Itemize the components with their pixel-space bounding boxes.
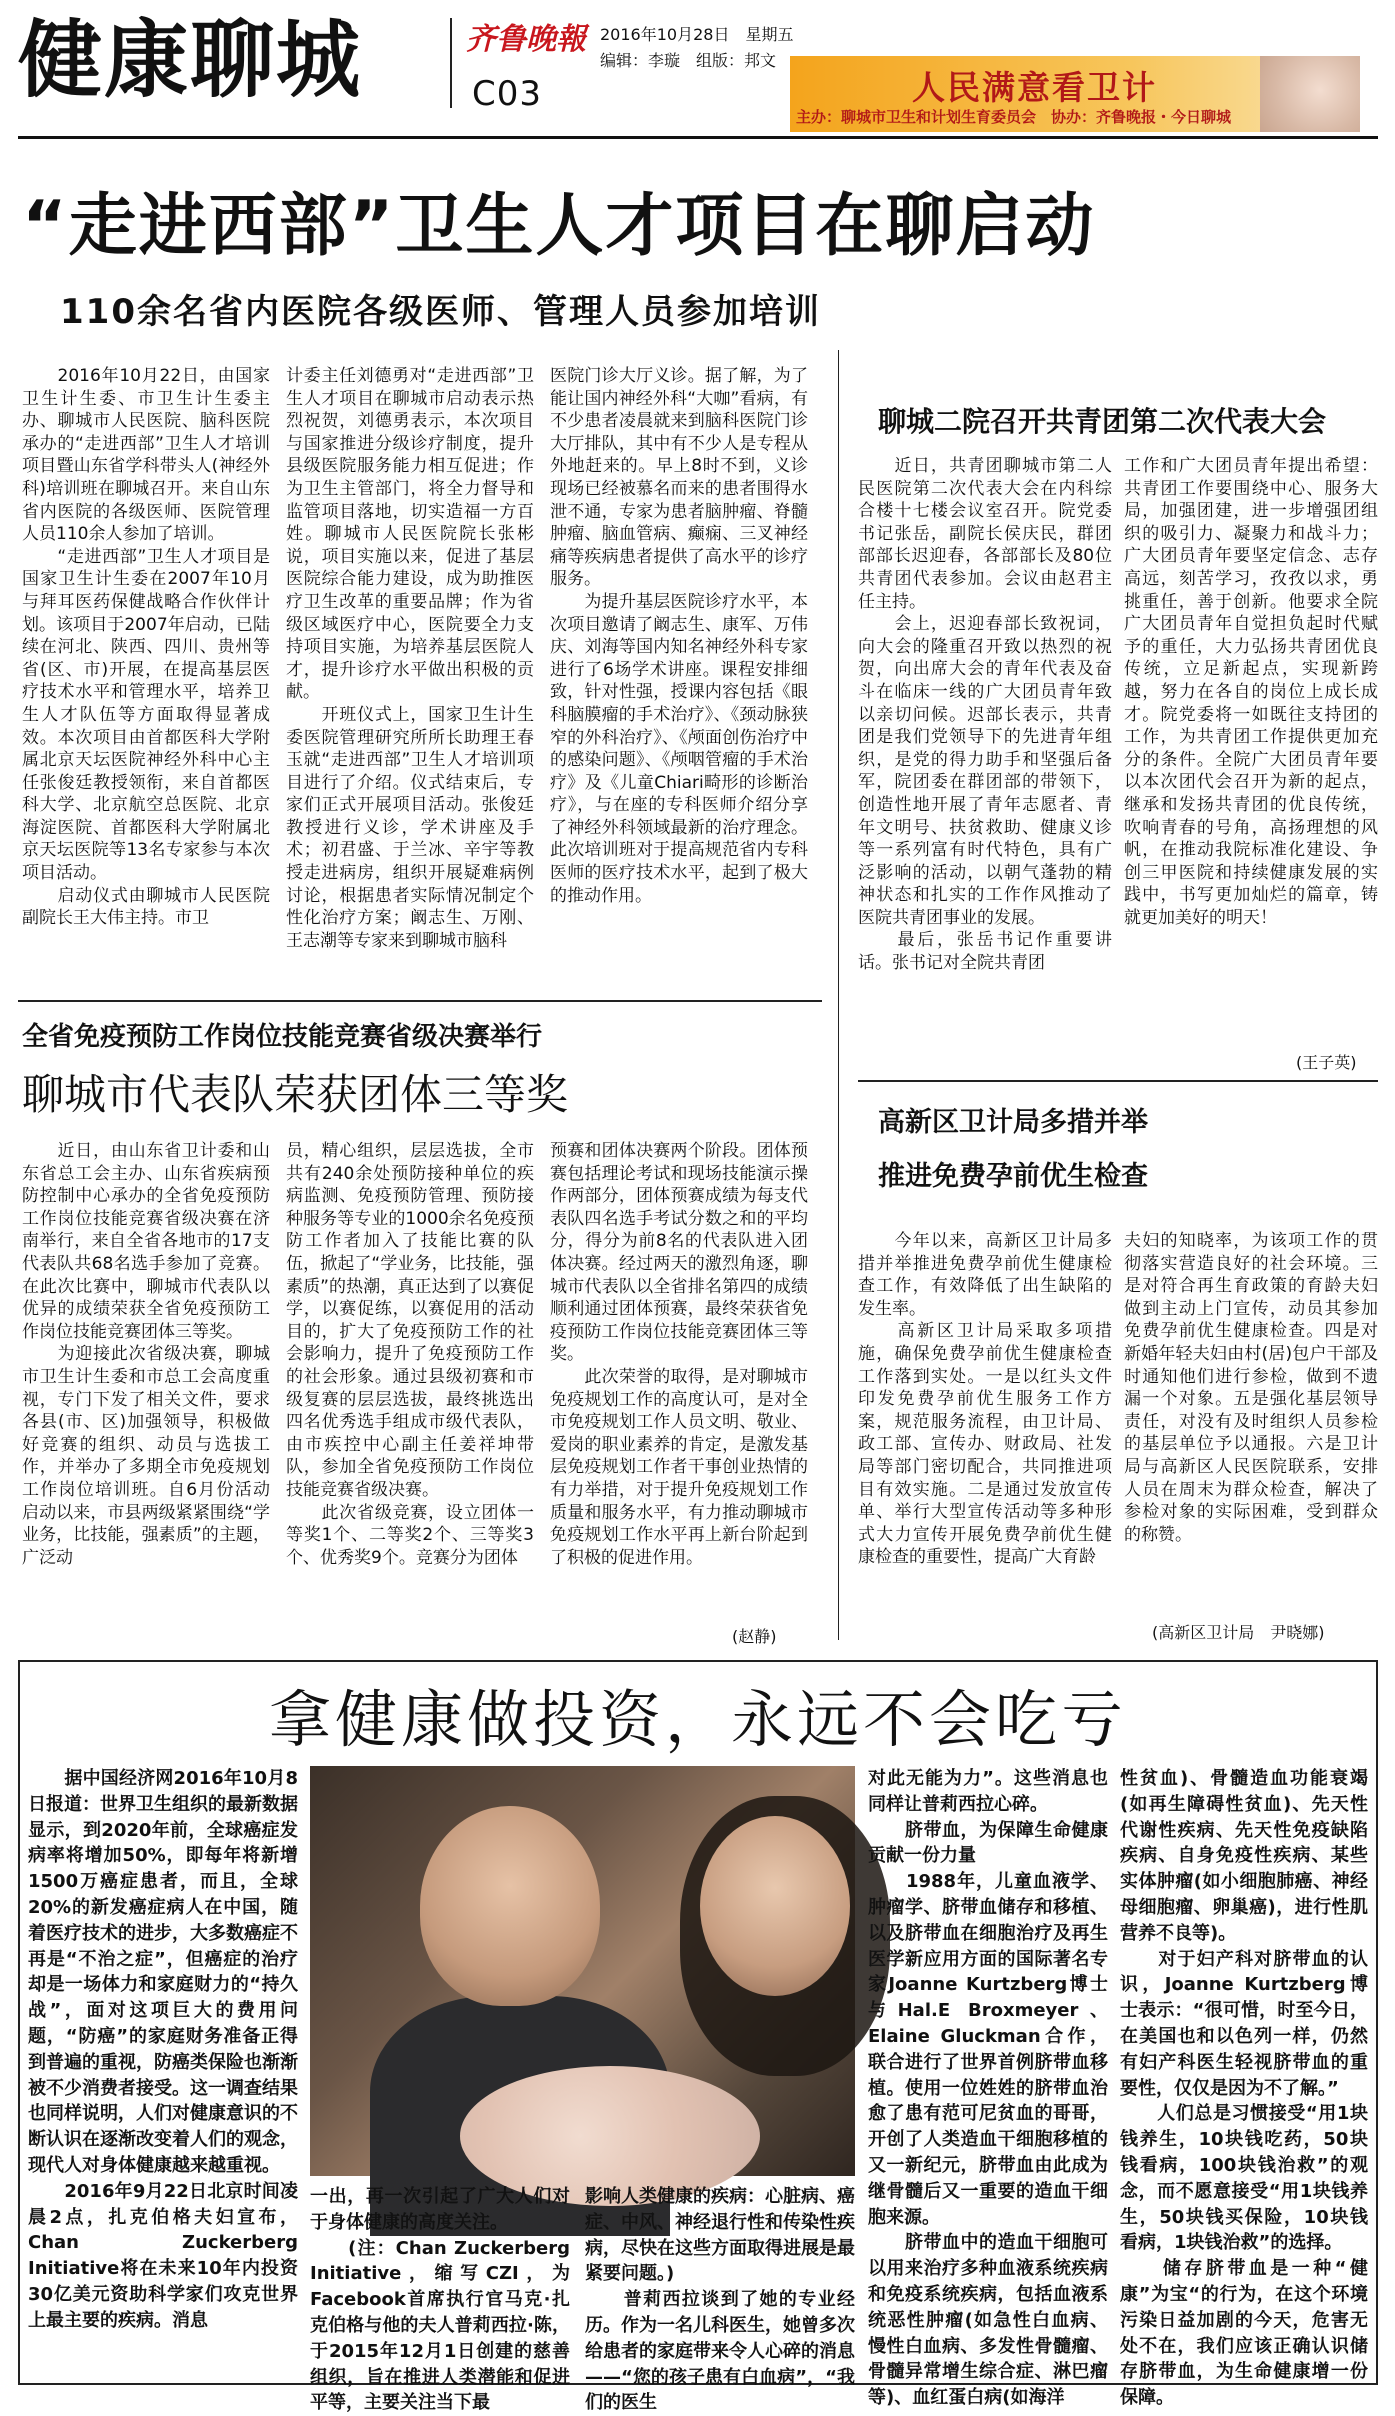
sponsor-banner — [790, 56, 1360, 132]
feature-column-2: 一出，再一次引起了广大人们对于身体健康的高度关注。 (注：Chan Zuckerberg Initiative，缩写CZI，为Facebook首席执行官马克·扎克伯格与他的夫人普莉西拉·陈，于2015年12月1日创建的慈善组织，旨在推进人类潜能和促进平等，主要关注当下最 — [310, 2186, 570, 2414]
lead-subhead: 110余名省内医院各级医师、管理人员参加培训 — [60, 292, 821, 332]
story3-column-1: 近日，由山东省卫计委和山东省总工会主办、山东省疾病预防控制中心承办的全省免疫预防工作岗位技能竞赛省级决赛在济南举行，来自全省各地市的17支代表队共68名选手参加了竞赛。在此次比赛中，聊城市代表队以优异的成绩荣获全省免疫预防工作岗位技能竞赛团体三等奖。 为迎接此次省级决赛，聊城市卫生计生委和市总工会高度重视，专门下发了相关文件，要求各县(市、区)加强领导，积极做好竞赛的组织、动员与选拔工作，并举办了多期全市免疫规划工作岗位培训班。自6月份活动启动以来，市县两级紧紧围绕“学业务，比技能，强素质”的主题，广泛动 — [22, 1141, 270, 1568]
story4-headline-line2: 推进免费孕前优生检查 — [878, 1161, 1148, 1192]
lead-column-3: 医院门诊大厅义诊。据了解，为了能让国内神经外科“大咖”看病，有不少患者凌晨就来到脑科医院门诊大厅排队，其中有不少人是专程从外地赶来的。早上8时不到，义诊现场已经被慕名而来的患者围得水泄不通，专家为患者脑肿瘤、脊髓肿瘤、脑血管病、癫痫、三叉神经痛等疾病患者提供了高水平的诊疗服务。 为提升基层医院诊疗水平，本次项目邀请了阚志生、康军、万伟庆、刘海等国内知名神经外科专家进行了6场学术讲座。课程安排细致，针对性强，授课内容包括《眼科脑膜瘤的手术治疗》、《颈动脉狭窄的外科治疗》、《颅面创伤治疗中的感染问题》、《颅咽管瘤的手术治疗》及《儿童Chiari畸形的诊断治疗》，与在座的专科医师介绍分享了神经外科领域最新的治疗理念。此次培训班对于提高规范省内专科医师的医疗技术水平，起到了极大的推动作用。 — [550, 366, 808, 906]
publication-date: 2016年10月28日 星期五 — [600, 25, 794, 44]
story2-byline: (王子英) — [1296, 1053, 1357, 1072]
editors-line: 编辑：李璇 组版：邦文 — [600, 51, 777, 70]
story2-headline: 聊城二院召开共青团第二次代表大会 — [878, 405, 1327, 438]
story4-byline: (高新区卫计局 尹晓娜) — [1152, 1623, 1325, 1642]
story3-column-2: 员，精心组织，层层选拔，全市共有240余处预防接种单位的疾病监测、免疫预防管理、预防接种服务等专业的1000余名免疫预防工作者加入了技能比赛的队伍，掀起了“学业务，比技能，强素质”的热潮，真正达到了以赛促学，以赛促练，以赛促用的活动目的，扩大了免疫预防工作的社会影响力，提升了免疫预防工作的社会形象。通过县级初赛和市级复赛的层层选拔，最终挑选出四名优秀选手组成市级代表队，由市疾控中心副主任姜祥坤带队，参加全省免疫预防工作岗位技能竞赛省级决赛。 此次省级竞赛，设立团体一等奖1个、二等奖2个、三等奖3个、优秀奖9个。竞赛分为团体 — [286, 1141, 534, 1568]
feature-column-5: 性贫血)、骨髓造血功能衰竭(如再生障碍性贫血)、先天性代谢性疾病、先天性免疫缺陷疾病、自身免疫性疾病、某些实体肿瘤(如小细胞肺癌、神经母细胞瘤、卵巢癌)，进行性肌营养不良等)。 对于妇产科对脐带血的认识，Joanne Kurtzberg博士表示：“很可惜，时至今日，在美国也和以色列一样，仍然有妇产科医生轻视脐带血的重要性，仅仅是因为不了解。” 人们总是习惯接受“用1块钱养生，10块钱吃药，50块钱看病，100块钱治救”的观念，而不愿意接受“用1块钱养生，50块钱买保险，10块钱看病，1块钱治救”的选择。 储存脐带血是一种“健康”为宝“的行为，在这个环境污染日益加剧的今天，危害无处不在，我们应该正确认识储存脐带血，为生命健康增一份保障。 — [1120, 1768, 1368, 2409]
story3-byline: (赵静) — [732, 1627, 777, 1646]
paper-logo: 齐鲁晚報 — [466, 22, 586, 57]
story3-kicker: 全省免疫预防工作岗位技能竞赛省级决赛举行 — [22, 1022, 543, 1052]
page-code: C03 — [472, 74, 543, 114]
feature-box — [18, 1660, 1378, 2414]
lead-column-1: 2016年10月22日，由国家卫生计生委、市卫生计生委主办、聊城市人民医院、脑科医院承办的“走进西部”卫生人才培训项目暨山东省学科带头人(神经外科)培训班在聊城召开。来自山东省内医院的各级医师、医院管理人员110余人参加了培训。 “走进西部”卫生人才项目是国家卫生计生委在2007年10月与拜耳医药保健战略合作伙伴计划。该项目于2007年启动，已陆续在河北、陕西、四川、贵州等省(区、市)开展，在提高基层医疗技术水平和管理水平，培养卫生人才队伍等方面取得显著成效。本次项目由首都医科大学附属北京天坛医院神经外科中心主任张俊廷教授领衔，来自首都医科大学、北京航空总医院、北京海淀医院、首都医科大学附属北京天坛医院等13名专家参与本次项目活动。 启动仪式由聊城市人民医院副院长王大伟主持。市卫 — [22, 366, 270, 929]
feature-column-4: 对此无能为力”。这些消息也同样让普莉西拉心碎。 脐带血，为保障生命健康贡献一份力量 1988年，儿童血液学、肿瘤学、脐带血储存和移植、以及脐带血在细胞治疗及再生医学新应用方面的国际著名专家Joanne Kurtzberg博士与Hal.E Broxmeyer、Elaine Gluckman合作，联合进行了世界首例脐带血移植。使用一位姓姓的脐带血治愈了患有范可尼贫血的哥哥，开创了人类造血干细胞移植的又一新纪元，脐带血由此成为继骨髓后又一重要的造血干细胞来源。 脐带血中的造血干细胞可以用来治疗多种血液系统疾病和免疫系统疾病，包括血液系统恶性肿瘤(如急性白血病、慢性白血病、多发性骨髓瘤、骨髓异常增生综合症、淋巴瘤等)、血红蛋白病(如海洋 — [868, 1768, 1108, 2409]
story2-column-2: 工作和广大团员青年提出希望：共青团工作要围绕中心、服务大局，加强团建，进一步增强团组织的吸引力、凝聚力和战斗力；广大团员青年要坚定信念、志存高远，刻苦学习，孜孜以求，勇挑重任，善于创新。他要求全院广大团员青年自觉担负起时代赋予的重任，大力弘扬共青团优良传统，立足新起点，实现新跨越，努力在各自的岗位上成长成才。院党委将一如既往支持团的工作，为共青团工作提供更加充分的条件。全院广大团员青年要以本次团代会召开为新的起点，继承和发扬共青团的优良传统，吹响青春的号角，高扬理想的风帆，在推动我院标准化建设、争创三甲医院和持续健康发展的实践中，书写更加灿烂的篇章，铸就更加美好的明天！ — [1124, 456, 1378, 928]
story3-column-3: 预赛和团体决赛两个阶段。团体预赛包括理论考试和现场技能演示操作两部分，团体预赛成绩为每支代表队四名选手考试分数之和的平均分，得分为前8名的代表队进入团体决赛。经过两天的激烈角逐，聊城市代表队以全省排名第四的成绩顺利通过团体预赛，最终荣获省免疫预防工作岗位技能竞赛团体三等奖。 此次荣誉的取得，是对聊城市免疫规划工作的高度认可，是对全市免疫规划工作人员文明、敬业、爱岗的职业素养的肯定，是激发基层免疫规划工作者干事创业热情的有力举措，对于提升免疫规划工作质量和服务水平，有力推动聊城市免疫规划工作水平再上新台阶起到了积极的促进作用。 — [550, 1141, 808, 1568]
story3-headline: 聊城市代表队荣获团体三等奖 — [22, 1070, 569, 1119]
story4-column-1: 今年以来，高新区卫计局多措并举推进免费孕前优生健康检查工作，有效降低了出生缺陷的发生率。 高新区卫计局采取多项措施，确保免费孕前优生健康检查工作落到实处。一是以红头文件印发免费孕前优生服务工作方案，规范服务流程，由卫计局、政工部、宣传办、财政局、社发局等部门密切配合，共同推进项目有效实施。二是通过发放宣传单、举行大型宣传活动等多种形式大力宣传开展免费孕前优生健康检查的重要性，提高广大育龄 — [858, 1231, 1112, 1568]
lead-headline: “走进西部”卫生人才项目在聊启动 — [22, 187, 1096, 266]
story4-column-2: 夫妇的知晓率，为该项工作的贯彻落实营造良好的社会环境。三是对符合再生育政策的育龄夫妇做到主动上门宣传，动员其参加免费孕前优生健康检查。四是对新婚年轻夫妇由村(居)包户干部及时通知他们进行参检，做到不遗漏一个对象。五是强化基层领导责任，对没有及时组织人员参检的基层单位予以通报。六是卫计局与高新区人民医院联系，安排人员在周末为群众检查，解决了参检对象的实际困难，受到群众的称赞。 — [1124, 1231, 1378, 1545]
feature-headline: 拿健康做投资，永远不会吃亏 — [268, 1683, 1127, 1756]
banner-sponsors: 主办：聊城市卫生和计划生育委员会 协办：齐鲁晚报・今日聊城 — [796, 108, 1232, 126]
masthead — [18, 11, 1378, 126]
masthead-rule — [18, 136, 1378, 139]
section-name: 健康聊城 — [18, 11, 363, 109]
lead-column-2: 计委主任刘德勇对“走进西部”卫生人才项目在聊城市启动表示热烈祝贺，刘德勇表示，本次项目与国家推进分级诊疗制度，提升县级医院服务能力相互促进；作为卫生主管部门，将全力督导和监管项目落地，切实造福一方百姓。聊城市人民医院院长张彬说，项目实施以来，促进了基层医院综合能力建设，成为助推医疗卫生改革的重要品牌；作为省级区域医疗中心，医院要全力支持项目实施，为培养基层医院人才，提升诊疗水平做出积极的贡献。 开班仪式上，国家卫生计生委医院管理研究所所长助理王春玉就“走进西部”卫生人才培训项目进行了介绍。仪式结束后，专家们正式开展项目活动。张俊廷教授进行义诊，学术讲座及手术；初君盛、于兰冰、辛宇等教授走进病房，组织开展疑难病例讨论，根据患者实际情况制定个性化治疗方案；阚志生、万刚、王志潮等专家来到聊城市脑科 — [286, 366, 534, 951]
family-photo — [310, 1766, 855, 2176]
column-divider — [838, 350, 839, 1640]
banner-title: 人民满意看卫计 — [912, 68, 1157, 107]
photo-figure — [700, 1816, 850, 1996]
story-divider — [18, 1000, 822, 1002]
banner-portrait-image — [1260, 56, 1360, 132]
story2-column-1: 近日，共青团聊城市第二人民医院第二次代表大会在内科综合楼十七楼会议室召开。院党委书记张岳，副院长侯庆民，群团部部长迟迎春，各部部长及80位共青团代表参加。会议由赵君主任主持。 会上，迟迎春部长致祝词，向大会的隆重召开致以热烈的祝贺，向出席大会的青年代表及奋斗在临床一线的广大团员青年致以亲切问候。迟部长表示，共青团是我们党领导下的先进青年组织，是党的得力助手和坚强后备军，院团委在群团部的带领下，创造性地开展了青年志愿者、青年文明号、扶贫救助、健康义诊等一系列富有时代特色，具有广泛影响的活动，以朝气蓬勃的精神状态和扎实的工作作风推动了医院共青团事业的发展。 最后，张岳书记作重要讲话。张书记对全院共青团 — [858, 456, 1112, 974]
masthead-divider — [450, 18, 452, 108]
photo-figure — [420, 1806, 600, 2006]
feature-column-1: 据中国经济网2016年10月8日报道：世界卫生组织的最新数据显示，到2020年前，全球癌症发病率将增加50%，即每年将新增1500万癌症患者，而且，全球20%的新发癌症病人在中国，随着医疗技术的进步，大多数癌症不再是“不治之症”，但癌症的治疗却是一场体力和家庭财力的“持久战”，面对这项巨大的费用问题，“防癌”的家庭财务准备正得到普遍的重视，防癌类保险也渐渐被不少消费者接受。这一调查结果也同样说明，人们对健康意识的不断认识在逐渐改变着人们的观念，现代人对身体健康越来越重视。 2016年9月22日北京时间凌晨2点，扎克伯格夫妇宣布，Chan Zuckerberg Initiative将在未来10年内投资30亿美元资助科学家们攻克世界上最主要的疾病。消息 — [28, 1768, 298, 2331]
feature-column-3: 影响人类健康的疾病：心脏病、癌症、中风、神经退行性和传染性疾病，尽快在这些方面取得进展是最紧要问题。) 普莉西拉谈到了她的专业经历。作为一名儿科医生，她曾多次给患者的家庭带来令人心碎的消息——“您的孩子患有白血病”，“我们的医生 — [585, 2186, 855, 2414]
story-divider — [858, 1080, 1378, 1082]
story4-headline-line1: 高新区卫计局多措并举 — [878, 1107, 1148, 1138]
